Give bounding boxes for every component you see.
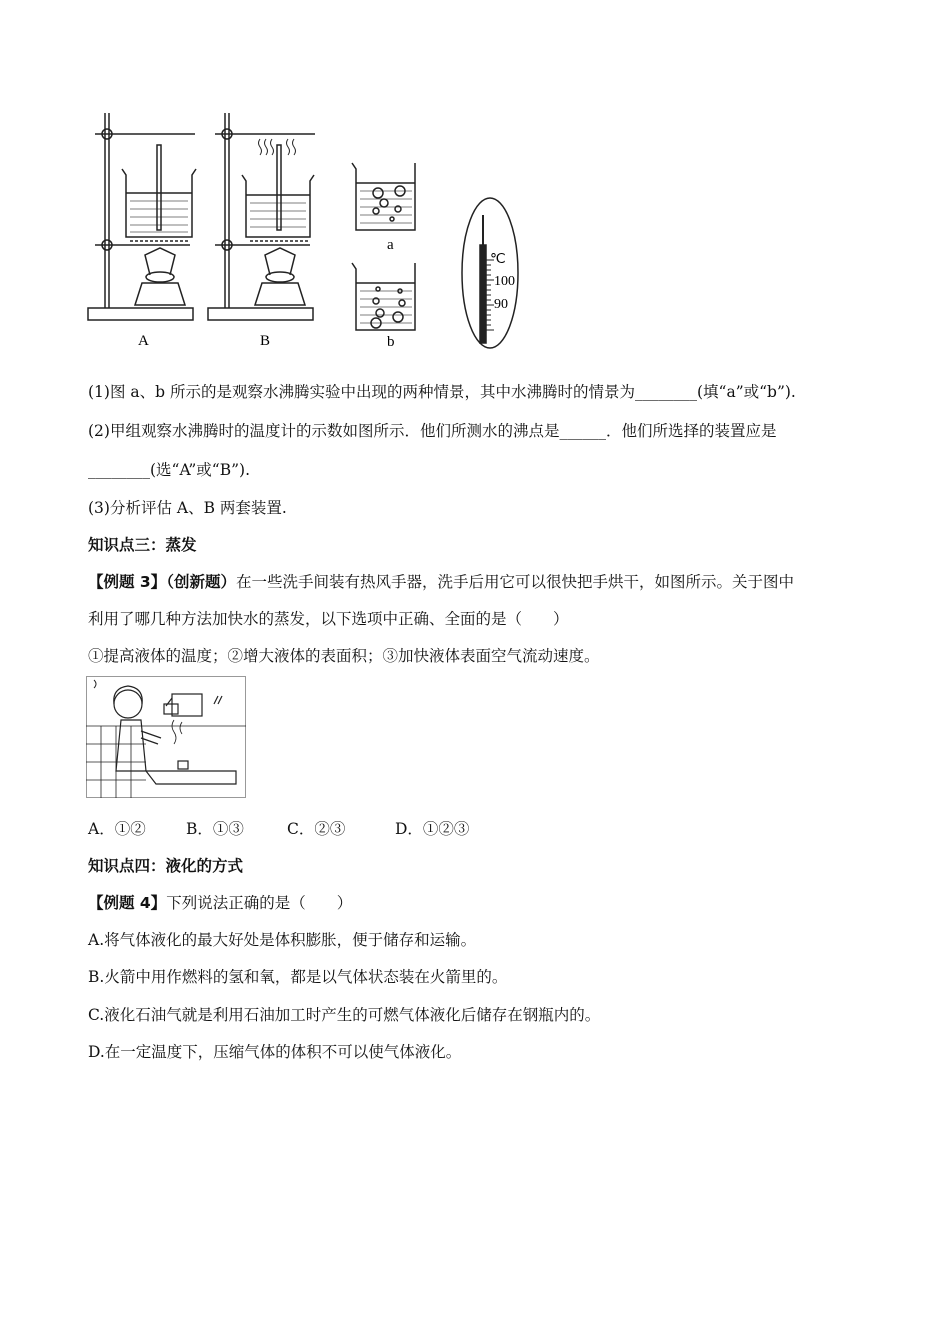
label-beaker-a: a [387, 237, 394, 253]
option-c[interactable]: C．②③ [287, 820, 346, 838]
label-beaker-b: b [387, 334, 395, 350]
section-3-heading: 知识点三：蒸发 [88, 536, 197, 554]
example-3-options [88, 818, 469, 840]
question-2-line2: ________(选“A”或“B”). [88, 461, 251, 479]
thermometer-reading-drawing [462, 198, 518, 348]
thermometer-unit: ℃ [490, 252, 506, 267]
example-4-option-b[interactable]: B.火箭中用作燃料的氢和氧，都是以气体状态装在火箭里的。 [88, 968, 508, 986]
question-3: (3)分析评估 A、B 两套装置. [88, 499, 287, 517]
beaker-b-drawing [352, 263, 415, 330]
label-apparatus-a: A [138, 333, 149, 349]
example-4-tag: 【例题 4】 [88, 894, 167, 912]
option-a[interactable]: A．①② [88, 820, 146, 838]
section-4-heading: 知识点四：液化的方式 [88, 857, 244, 875]
example-4-stem [88, 892, 352, 914]
example-3-stem-line1 [88, 571, 794, 593]
apparatus-b-drawing [208, 113, 315, 320]
example-3-stem-line2: 利用了哪几种方法加快水的蒸发，以下选项中正确、全面的是（ ） [88, 610, 569, 628]
example-4-option-d[interactable]: D.在一定温度下，压缩气体的体积不可以使气体液化。 [88, 1043, 462, 1061]
beaker-a-drawing [352, 163, 415, 230]
example-3-tag: 【例题 3】 [88, 573, 167, 591]
label-apparatus-b: B [260, 333, 271, 349]
hand-dryer-illustration [86, 676, 246, 798]
example-3-methods: ①提高液体的温度；②增大液体的表面积；③加快液体表面空气流动速度。 [88, 647, 600, 665]
example-4-option-c[interactable]: C.液化石油气就是利用石油加工时产生的可燃气体液化后储存在钢瓶内的。 [88, 1006, 601, 1024]
option-b[interactable]: B．①③ [186, 820, 244, 838]
boiling-experiment-figure [80, 105, 540, 355]
thermometer-tick-90: 90 [494, 297, 508, 312]
option-d[interactable]: D．①②③ [395, 820, 470, 838]
question-1: (1)图 a、b 所示的是观察水沸腾实验中出现的两种情景，其中水沸腾时的情景为________(填“a”或“b”). [88, 383, 796, 401]
question-2-line1: (2)甲组观察水沸腾时的温度计的示数如图所示．他们所测水的沸点是______．他们所选择的装置应是 [88, 422, 777, 440]
apparatus-a-drawing [88, 113, 196, 320]
thermometer-tick-100: 100 [494, 274, 515, 289]
example-4-stem-text: 下列说法正确的是（ ） [166, 894, 353, 912]
example-3-stem-text: 在一些洗手间装有热风手器，洗手后用它可以很快把手烘干，如图所示。关于图中 [235, 573, 794, 591]
example-4-option-a[interactable]: A.将气体液化的最大好处是体积膨胀，便于储存和运输。 [88, 931, 477, 949]
example-3-note: （创新题） [166, 573, 236, 591]
